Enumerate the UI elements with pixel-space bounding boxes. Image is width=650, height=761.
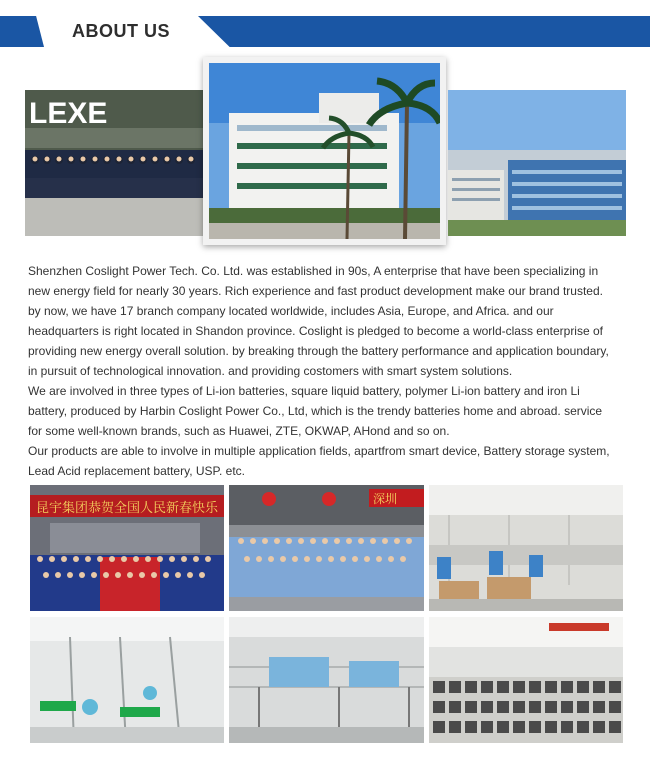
lexel-sign-text: LEXE [29,97,108,130]
staff-group-blue-uniform-photo [229,485,424,611]
battery-warehouse-photo [429,617,623,743]
team-photo-lexel-sign [25,90,203,236]
industrial-park-aerial-photo [448,90,626,236]
paragraph-line: new energy field for nearly 30 years. Rich experience and fast product development make our brand trusted. [28,284,603,298]
paragraph-line: We are involved in three types of Li-ion batteries, square liquid battery, polymer Li-ion battery and iron Li [28,384,580,398]
paragraph-line: in pursuit of technological innovation. and providing costomers with smart system solutions. [28,364,513,378]
production-line-green-tables-photo [30,617,224,743]
header-accent-left [0,16,44,47]
paragraph-line: Shenzhen Coslight Power Tech. Co. Ltd. was established in 90s, A enterprise that have been specializing in [28,264,599,278]
section-header [0,16,650,47]
paragraph-line: Our products are able to involve in multiple application fields, apartfrom smart device, Battery storage system, [28,444,610,458]
assembly-line-workers-photo [429,485,623,611]
paragraph-line: battery, produced by Harbin Coslight Power Co., Ltd, which is the trendy batteries home and abroad. service [28,404,603,418]
paragraph-line: headquarters is right located in Shandon province. Coslight is pledged to become a world-class enterprise of [28,324,603,338]
paragraph-line: by now, we have 17 branch company located worldwide, includes Asia, Europe, and Africa. and our [28,304,554,318]
staff-group-red-banner-photo [30,485,224,611]
paragraph-line: providing new energy overall solution. by breaking through the battery performance and application boundary, [28,344,609,358]
paragraph-line: for some well-known brands, such as Huawei, ZTE, OKWAP, AHond and so on. [28,424,450,438]
factory-building-palm-photo [203,57,446,245]
paragraph-line: Lead Acid replacement battery, USP. etc. [28,464,246,478]
header-accent-right [198,16,650,47]
section-title: ABOUT US [72,21,170,41]
empty-workshop-line-photo [229,617,424,743]
blue-banner-text: 深圳 [373,492,398,506]
red-banner-text: 昆宇集团恭贺全国人民新春快乐 [36,501,219,516]
about-paragraph [28,261,628,481]
